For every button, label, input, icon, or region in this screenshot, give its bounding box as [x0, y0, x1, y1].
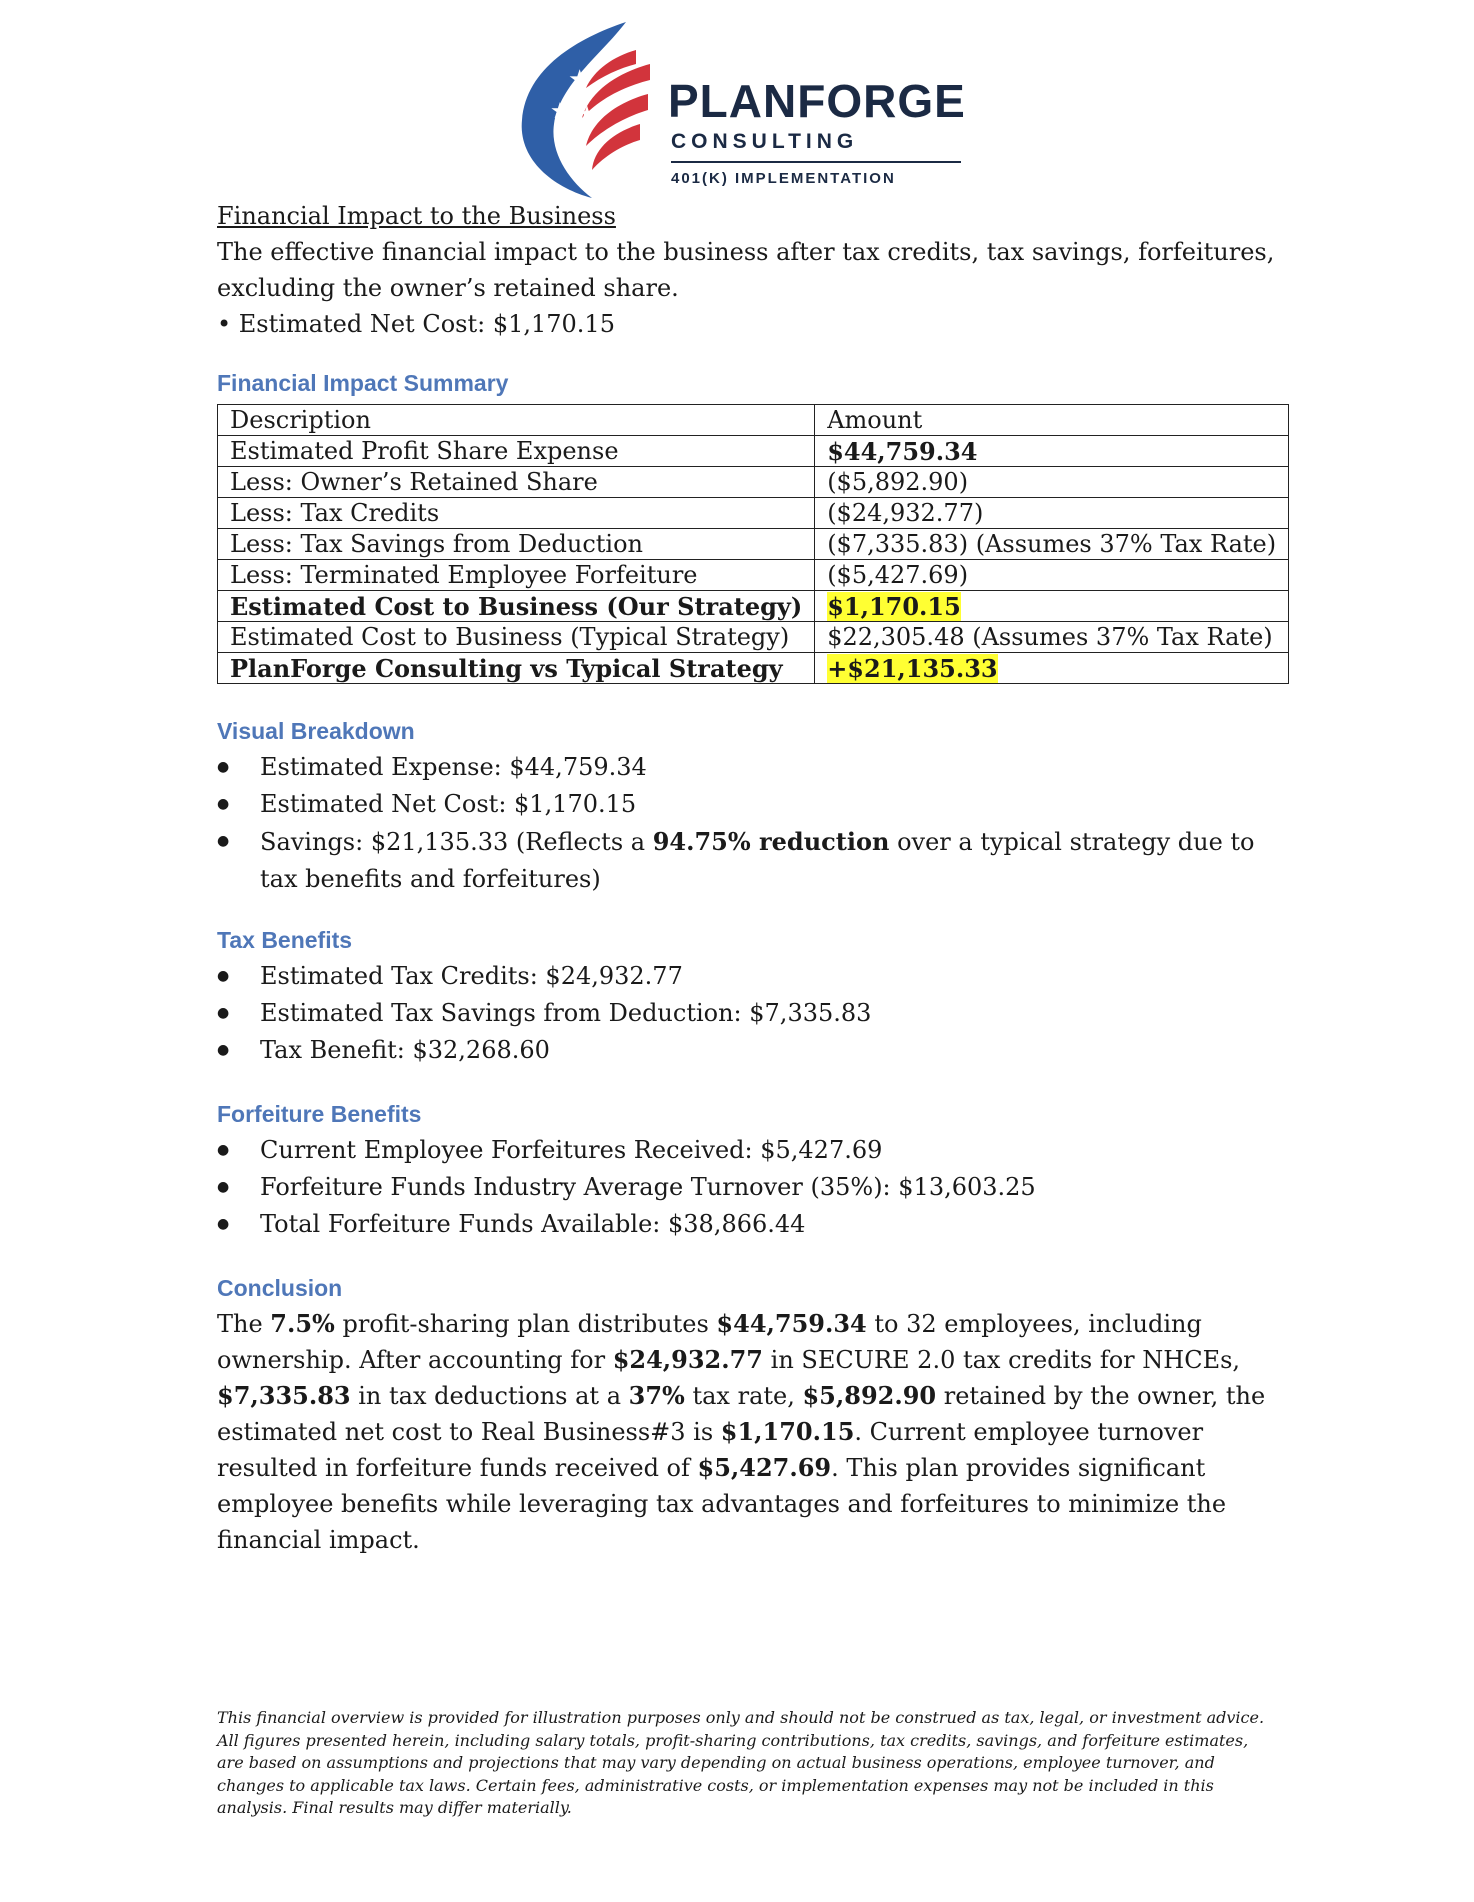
- table-row: [218, 622, 1289, 653]
- tax-benefits-list: [217, 958, 1279, 1069]
- visual-breakdown-heading: Visual Breakdown: [217, 718, 415, 744]
- savings-prefix: Savings: $21,135.33 (Reflects a: [260, 828, 653, 856]
- visual-breakdown-list: [217, 749, 1279, 898]
- row-amount: $22,305.48 (Assumes 37% Tax Rate): [815, 622, 1289, 653]
- conclusion-bold: $7,335.83: [217, 1381, 351, 1410]
- brand-name: PLANFORGE: [668, 75, 966, 127]
- row-amount-highlighted: [815, 591, 1289, 622]
- conclusion-text: retained by the owner, the estimated net cost to Real Business#3 is: [217, 1382, 1266, 1446]
- conclusion-section: [217, 1274, 1279, 1558]
- svg-text:★: ★: [578, 101, 596, 125]
- intro-description: The effective financial impact to the business after tax credits, tax savings, forfeitures, excluding the owner’s retained share.: [217, 238, 1275, 302]
- conclusion-bold: $5,892.90: [802, 1381, 937, 1410]
- table-row: [218, 529, 1289, 560]
- table-row: [218, 560, 1289, 591]
- row-description: Less: Tax Savings from Deduction: [218, 529, 815, 560]
- intro-section: [217, 198, 1279, 342]
- conclusion-bold: 7.5%: [270, 1309, 335, 1338]
- row-amount: ($5,427.69): [815, 560, 1289, 591]
- list-item: ● Estimated Expense: $44,759.34: [217, 749, 1279, 786]
- forfeiture-benefits-heading: Forfeiture Benefits: [217, 1101, 422, 1127]
- svg-text:★: ★: [568, 65, 592, 95]
- financial-summary-table: [217, 404, 1289, 684]
- header-amount: Amount: [815, 405, 1289, 436]
- list-item: ● Total Forfeiture Funds Available: $38,866.44: [217, 1206, 1279, 1243]
- table-row: [218, 498, 1289, 529]
- brand-tagline: 401(K) IMPLEMENTATION: [671, 170, 896, 187]
- visual-breakdown-section: [217, 717, 1279, 898]
- row-amount: $44,759.34: [815, 436, 1289, 467]
- brand-subtitle: CONSULTING: [671, 130, 859, 153]
- row-description: Estimated Cost to Business (Our Strategy): [218, 591, 815, 622]
- list-item: ● Forfeiture Funds Industry Average Turnover (35%): $13,603.25: [217, 1169, 1279, 1206]
- forfeiture-benefits-list: [217, 1132, 1279, 1243]
- row-description: Less: Terminated Employee Forfeiture: [218, 560, 815, 591]
- list-item: ● Estimated Tax Savings from Deduction: $7,335.83: [217, 995, 1279, 1032]
- row-amount: ($7,335.83) (Assumes 37% Tax Rate): [815, 529, 1289, 560]
- list-item: ● Estimated Tax Credits: $24,932.77: [217, 958, 1279, 995]
- conclusion-text: . This plan provides significant employee benefits while leveraging tax advantages and forfeitures to minimize the financial impact.: [217, 1454, 1227, 1554]
- conclusion-text: in SECURE 2.0 tax credits for NHCEs,: [763, 1346, 1241, 1374]
- conclusion-bold: $5,427.69: [697, 1453, 832, 1482]
- conclusion-bold: $1,170.15: [720, 1417, 855, 1446]
- list-item: ● Current Employee Forfeitures Received: $5,427.69: [217, 1132, 1279, 1169]
- conclusion-paragraph: [217, 1306, 1279, 1558]
- summary-heading: Financial Impact Summary: [217, 370, 509, 396]
- svg-text:★: ★: [550, 99, 570, 124]
- forfeiture-benefits-section: [217, 1100, 1279, 1243]
- list-item: ● Estimated Net Cost: $1,170.15: [217, 786, 1279, 823]
- tax-benefits-heading: Tax Benefits: [217, 927, 353, 953]
- conclusion-bold: $44,759.34: [716, 1309, 867, 1338]
- row-amount: ($5,892.90): [815, 467, 1289, 498]
- brand-divider: [671, 161, 961, 163]
- conclusion-bold: $24,932.77: [612, 1345, 764, 1374]
- savings-suffix: over a typical strategy due to tax benefits and forfeitures): [260, 828, 1255, 893]
- table-row: [218, 653, 1289, 684]
- conclusion-text: . Current employee turnover resulted in forfeiture funds received of: [217, 1418, 1204, 1482]
- conclusion-text: tax rate,: [684, 1382, 803, 1410]
- intro-title: Financial Impact to the Business: [217, 202, 616, 230]
- highlight: +$21,135.33: [827, 653, 998, 683]
- row-description: Estimated Profit Share Expense: [218, 436, 815, 467]
- disclaimer: This financial overview is provided for illustration purposes only and should not be construed as tax, legal, or investment advice. All figures presented herein, including salary totals, profit-sharing contributions, tax credits, savings, and forfeiture estimates, are based on assumptions and projections that may vary depending on actual business operations, employee turnover, and changes to applicable tax laws. Certain fees, administrative costs, or implementation expenses may not be included in this analysis. Final results may differ materially.: [217, 1708, 1265, 1817]
- list-item: [217, 823, 1279, 898]
- intro-bullet: • Estimated Net Cost: $1,170.15: [217, 310, 615, 338]
- table-row: [218, 436, 1289, 467]
- company-logo: [508, 20, 1008, 200]
- row-description: Less: Tax Credits: [218, 498, 815, 529]
- conclusion-text: to 32 employees, including ownership. After accounting for: [217, 1310, 1202, 1374]
- conclusion-text: in tax deductions at a: [350, 1382, 629, 1410]
- row-description: Less: Owner’s Retained Share: [218, 467, 815, 498]
- table-row: [218, 591, 1289, 622]
- header-description: Description: [218, 405, 815, 436]
- row-description: PlanForge Consulting vs Typical Strategy: [218, 653, 815, 684]
- highlight: $1,170.15: [827, 591, 961, 621]
- table-row: [218, 467, 1289, 498]
- conclusion-bold: 37%: [628, 1381, 685, 1410]
- tax-benefits-section: [217, 926, 1279, 1069]
- conclusion-heading: Conclusion: [217, 1275, 343, 1301]
- row-amount-highlighted: [815, 653, 1289, 684]
- savings-reduction: 94.75% reduction: [652, 827, 890, 856]
- table-header-row: [218, 405, 1289, 436]
- conclusion-text: The: [217, 1310, 271, 1338]
- list-item: ● Tax Benefit: $32,268.60: [217, 1032, 1279, 1069]
- row-description: Estimated Cost to Business (Typical Strategy): [218, 622, 815, 653]
- row-amount: ($24,932.77): [815, 498, 1289, 529]
- conclusion-text: profit-sharing plan distributes: [334, 1310, 717, 1338]
- flag-flame-emblem-icon: [508, 20, 658, 200]
